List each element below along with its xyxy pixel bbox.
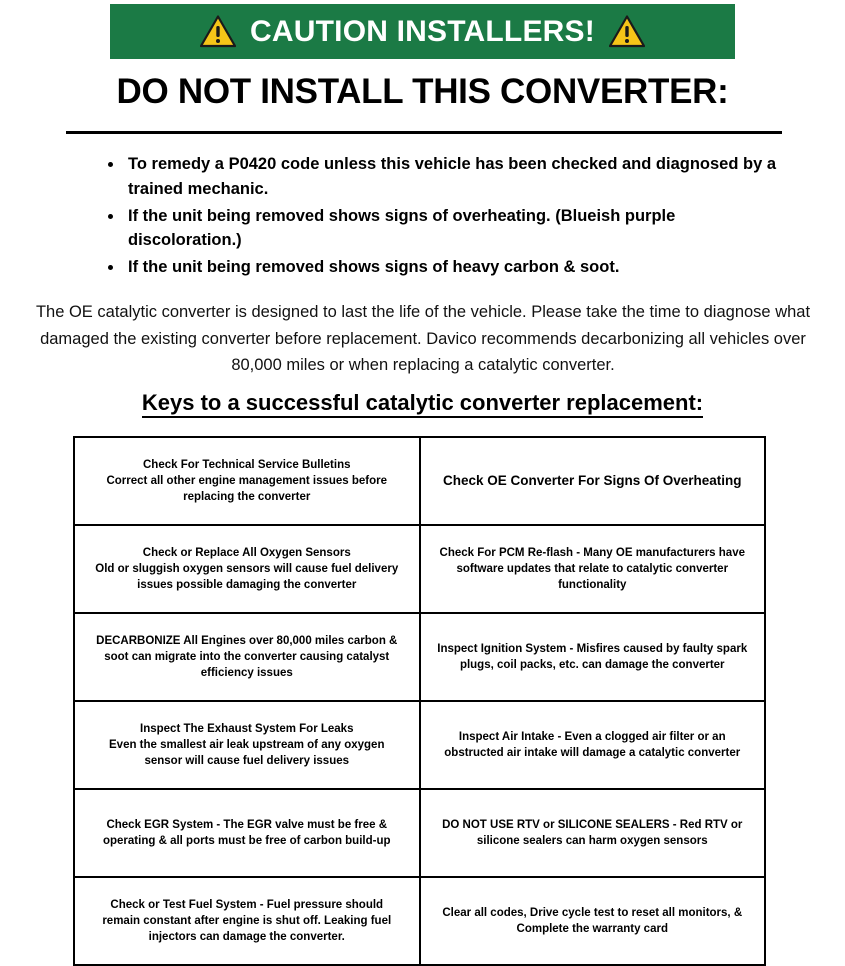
table-row	[74, 437, 765, 525]
table-row	[74, 525, 765, 613]
warning-triangle-icon	[609, 15, 645, 48]
table-cell-right	[420, 525, 766, 613]
table-cell-left	[74, 525, 420, 613]
cell-line: sensor will cause fuel delivery issues	[144, 755, 350, 768]
cell-line: Check For Technical Service Bulletins	[143, 458, 351, 471]
cell-line: plugs, coil packs, etc. can damage the converter	[459, 659, 725, 671]
cell-line: Inspect The Exhaust System For Leaks	[140, 722, 354, 735]
cell-line: injectors can damage the converter.	[148, 931, 345, 944]
table-row	[74, 789, 765, 877]
cell-line: DECARBONIZE All Engines over 80,000 miles carbon &	[96, 634, 398, 647]
keys-table	[73, 436, 766, 966]
cell-line: functionality	[558, 579, 627, 592]
table-cell-left	[74, 613, 420, 701]
list-item: • If the unit being removed shows signs of heavy carbon & soot.	[124, 255, 784, 280]
cell-line: Clear all codes, Drive cycle test to reset all monitors, &	[442, 906, 743, 919]
cell-line: Check or Replace All Oxygen Sensors	[142, 546, 351, 559]
cell-line: software updates that relate to catalytic converter	[456, 562, 729, 575]
cell-line: Check EGR System - The EGR valve must be free &	[106, 818, 388, 831]
section-heading-text: Keys to a successful catalytic converter replacement:	[142, 390, 703, 418]
divider	[66, 131, 782, 134]
cell-line: Complete the warranty card	[516, 923, 668, 935]
cell-line: soot can migrate into the converter causing catalyst	[104, 650, 390, 663]
body-paragraph: The OE catalytic converter is designed to last the life of the vehicle. Please take the time to diagnose what damaged the existing converter before replacement. Davico recommends decarbonizing all vehicles over 80,000 miles or when replacing a catalytic converter.	[35, 303, 811, 375]
table-cell-left	[74, 437, 420, 525]
list-item: • To remedy a P0420 code unless this vehicle has been checked and diagnosed by a trained mechanic.	[124, 152, 784, 202]
cell-line: operating & all ports must be free of carbon build-up	[102, 835, 391, 847]
cell-line: replacing the converter	[183, 491, 311, 504]
section-heading	[0, 390, 845, 416]
cell-line: issues possible damaging the converter	[137, 579, 357, 592]
table-cell-right	[420, 701, 766, 789]
cell-line: Check For PCM Re-flash - Many OE manufacturers have	[439, 546, 745, 559]
table-cell-right	[420, 437, 766, 525]
cell-line: Old or sluggish oxygen sensors will cause fuel delivery	[95, 562, 399, 575]
table-cell-left	[74, 789, 420, 877]
cell-line: DO NOT USE RTV or SILICONE SEALERS - Red RTV or	[442, 818, 743, 831]
cell-line: obstructed air intake will damage a catalytic converter	[444, 747, 741, 759]
table-cell-right	[420, 877, 766, 965]
cell-line: efficiency issues	[200, 667, 293, 680]
do-not-install-list	[96, 152, 784, 282]
cell-line: Even the smallest air leak upstream of any oxygen	[109, 738, 385, 751]
cell-line: Inspect Ignition System - Misfires caused by faulty spark	[437, 642, 748, 655]
page-title: DO NOT INSTALL THIS CONVERTER:	[116, 72, 729, 111]
table-cell-right	[420, 789, 766, 877]
table-cell-right	[420, 613, 766, 701]
table-cell-left	[74, 877, 420, 965]
caution-banner	[110, 4, 735, 59]
list-item: • If the unit being removed shows signs of overheating. (Blueish purple discoloration.)	[124, 204, 784, 254]
cell-line: Check or Test Fuel System - Fuel pressure should	[110, 898, 384, 911]
cell-line: Check OE Converter For Signs Of Overheating	[442, 473, 742, 489]
caution-banner-text: CAUTION INSTALLERS!	[250, 14, 595, 48]
table-cell-left	[74, 701, 420, 789]
cell-line: silicone sealers can harm oxygen sensors	[476, 835, 708, 847]
cell-line: Correct all other engine management issues before	[106, 474, 388, 487]
cell-line: remain constant after engine is shut off. Leaking fuel	[102, 914, 392, 927]
cell-line: Inspect Air Intake - Even a clogged air filter or an	[458, 730, 726, 743]
table-row	[74, 701, 765, 789]
table-row	[74, 613, 765, 701]
table-row	[74, 877, 765, 965]
warning-triangle-icon	[200, 15, 236, 48]
